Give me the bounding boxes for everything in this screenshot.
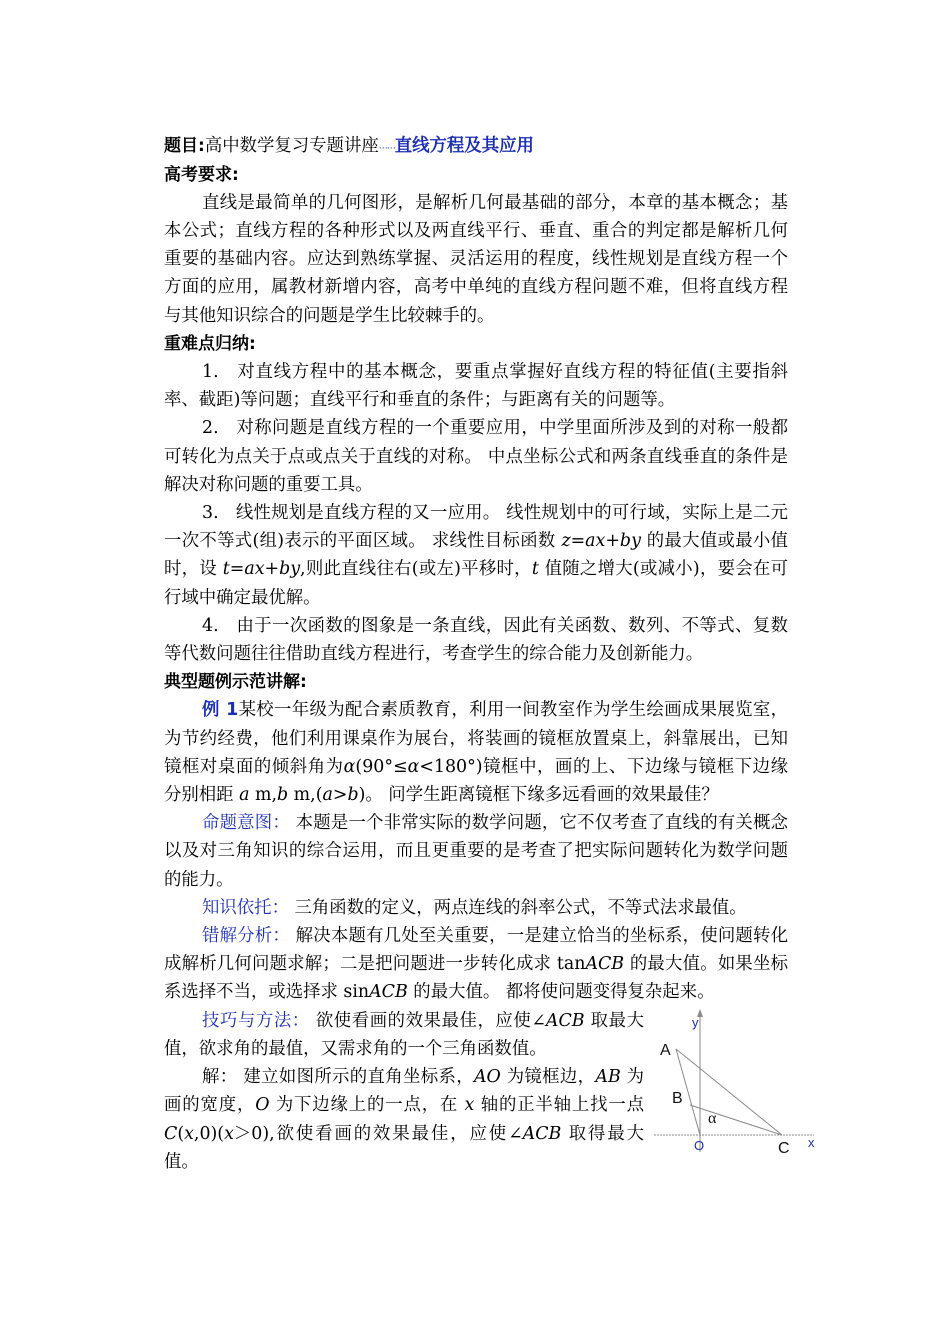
examples-heading: 典型题例示范讲解: — [164, 672, 307, 693]
intent-paragraph: 命题意图： 本题是一个非常实际的数学问题，它不仅考查了直线的有关概念以及对三角知识的综合运用，而且更重要的是考查了把实际问题转化为数学问题的能力。 — [164, 813, 788, 890]
knowledge-label: 知识依托： — [202, 897, 289, 918]
key-point-number: 1. — [202, 362, 219, 383]
origin-label: O — [694, 1137, 705, 1153]
coordinate-figure — [654, 1007, 824, 1157]
y-axis-label: y — [692, 1014, 699, 1030]
intent-label: 命题意图： — [202, 813, 290, 834]
solution-label: 解： — [202, 1067, 238, 1088]
key-point-item: 3. 线性规划是直线方程的又一应用。 线性规划中的可行域，实际上是二元一次不等式(组)表示的平面区域。 求线性目标函数 z=ax+by 的最大值或最小值时，设 t=ax+by,则此直线往右(或左)平移时，t 值随之增大(或减小)，要会在可行域中确定最优解。 — [164, 503, 788, 608]
key-point-text: 由于一次函数的图象是一条直线，因此有关函数、数列、不等式、复数等代数问题往往借助直线方程进行，考查学生的综合能力及创新能力。 — [164, 615, 788, 665]
math-expression: z=ax+by — [561, 531, 641, 552]
x-axis-label: x — [808, 1134, 815, 1150]
solution-block — [164, 1007, 815, 1176]
key-point-number: 4. — [202, 615, 219, 636]
key-point-number: 2. — [202, 418, 219, 439]
key-point-item — [164, 612, 788, 668]
key-point-text: 对直线方程中的基本概念，要重点掌握好直线方程的特征值(主要指斜率、截距)等问题；直线平行和垂直的条件；与距离有关的问题等。 — [164, 362, 788, 411]
alpha-label: α — [708, 1109, 717, 1127]
segment-a-c — [676, 1049, 782, 1135]
key-points-heading: 重难点归纳: — [164, 333, 256, 354]
requirements-body: 直线是最简单的几何图形，是解析几何最基础的部分，本章的基本概念；基本公式；直线方程的各种形式以及两直线平行、垂直、重合的判定都是解析几何重要的基础内容。应达到熟练掌握、灵活运用的程度，线性规划是直线方程一个方面的应用，属教材新增内容，高考中单纯的直线方程问题不难，但将直线方程与其他知识综合的问题是学生比较棘手的。 — [164, 192, 788, 326]
technique-label: 技巧与方法： — [202, 1010, 310, 1031]
key-point-item — [164, 358, 788, 414]
errors-paragraph: 错解分析： 解决本题有几处至关重要，一是建立恰当的坐标系，使问题转化成解析几何问题求解；二是把问题进一步转化成求 tanACB 的最大值。如果坐标系选择不当，或选择求 sinACB 的最大值。 都将使问题变得复杂起来。 — [164, 926, 788, 1003]
example-label: 例 1 — [202, 700, 239, 721]
key-point-text: 对称问题是直线方程的一个重要应用，中学里面所涉及到的对称一般都可转化为点关于点或点关于直线的对称。 中点坐标公式和两条直线垂直的条件是解决对称问题的重要工具。 — [164, 418, 788, 495]
key-point-item — [164, 414, 788, 499]
document-title: 题目:高中数学复习专题讲座……直线方程及其应用 — [164, 136, 534, 156]
example-1: 例 1某校一年级为配合素质教育，利用一间教室作为学生绘画成果展览室，为节约经费，他们利用课桌作为展台，将装画的镜框放置桌上，斜靠展出，已知镜框对桌面的倾斜角为α(90°≤α<180°)镜框中，画的上、下边缘与镜框下边缘分别相距 a m,b m,(a>b)。 问学生距离镜框下缘多远看画的效果最佳？ — [164, 700, 788, 806]
math-expression: t — [531, 559, 539, 580]
point-a-label: A — [660, 1041, 671, 1059]
title-label: 题目 — [164, 136, 198, 156]
solution-paragraph: 解： 建立如图所示的直角坐标系，AO 为镜框边，AB 为画的宽度，O 为下边缘上的一点，在 x 轴的正半轴上找一点 C(x,0)(x＞0),欲使看画的效果最佳，应使∠ACB 取得最大值。 — [164, 1067, 645, 1172]
requirements-heading: 高考要求: — [164, 164, 239, 185]
title-topic: 直线方程及其应用 — [394, 136, 534, 156]
title-dots: …… — [378, 141, 395, 152]
point-b-label: B — [672, 1089, 683, 1107]
document-page — [164, 132, 815, 1176]
segment-b-c — [690, 1105, 782, 1135]
key-point-number: 3. — [202, 503, 219, 524]
technique-paragraph: 技巧与方法： 欲使看画的效果最佳，应使∠ACB 取最大值，欲求角的最值，又需求角的一个三角函数值。 — [164, 1010, 644, 1059]
math-expression: t=ax+by — [222, 559, 301, 580]
title-text: 高中数学复习专题讲座 — [204, 136, 379, 156]
knowledge-paragraph: 知识依托： 三角函数的定义，两点连线的斜率公式，不等式法求最值。 — [202, 897, 747, 918]
point-c-label: C — [778, 1139, 790, 1157]
errors-label: 错解分析： — [202, 926, 290, 947]
